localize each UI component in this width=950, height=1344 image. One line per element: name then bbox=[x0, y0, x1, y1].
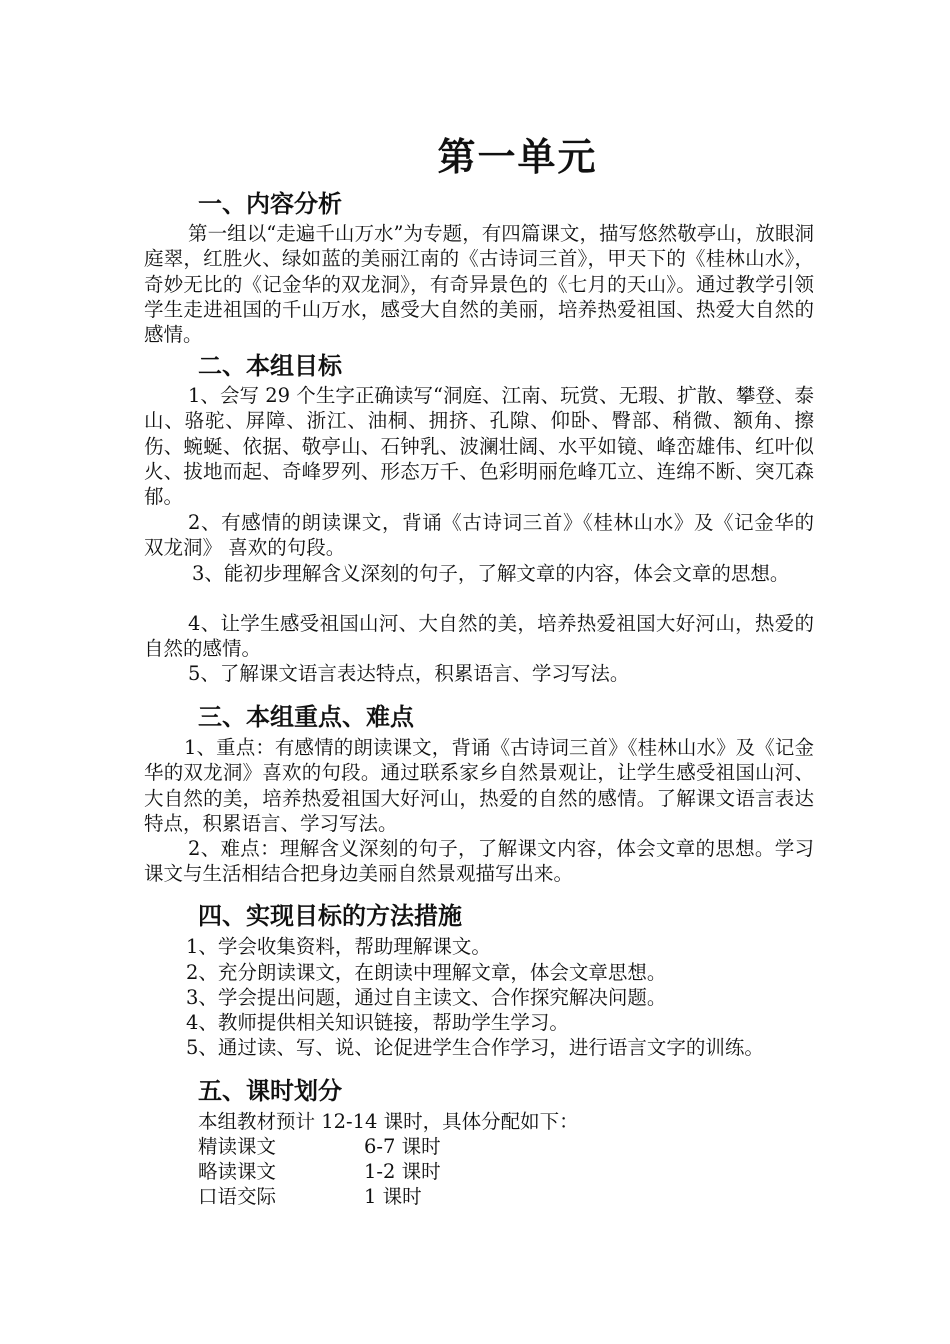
content-analysis-text: 第一组以“走遍千山万水”为专题，有四篇课文，描写悠然敬亭山，放眼洞庭翠，红胜火、绿如蓝的美丽江南的《古诗词三首》，甲天下的《桂林山水》，奇妙无比的《记金华的双龙洞》，有奇异景色的《七月的天山》。通过教学引领学生走进祖国的千山万水，感受大自然的美丽，培养热爱祖国、热爱大自然的感情。 bbox=[144, 222, 814, 347]
method-item: 4、教师提供相关知识链接，帮助学生学习。 bbox=[186, 1011, 569, 1034]
goal-item-text: 5、了解课文语言表达特点，积累语言、学习写法。 bbox=[188, 662, 630, 685]
key-point-text: 2、难点：理解含义深刻的句子，了解课文内容，体会文章的思想。学习课文与生活相结合把身边美丽自然景观描写出来。 bbox=[144, 837, 814, 886]
goal-item bbox=[144, 611, 814, 662]
key-point-text: 1、重点：有感情的朗读课文，背诵《古诗词三首》《桂林山水》及《记金华的双龙洞》喜欢的句段。通过联系家乡自然景观让，让学生感受祖国山河、大自然的美，培养热爱祖国大好河山，热爱的自然的感情。了解课文语言表达特点，积累语言、学习写法。 bbox=[144, 736, 814, 835]
section-heading-key-points: 三、本组重点、难点 bbox=[198, 703, 414, 731]
goal-item bbox=[144, 383, 814, 509]
section-heading-goals: 二、本组目标 bbox=[198, 352, 342, 380]
method-item: 5、通过读、写、说、论促进学生合作学习，进行语言文字的训练。 bbox=[186, 1036, 764, 1059]
method-item: 2、充分朗读课文，在朗读中理解文章，体会文章思想。 bbox=[186, 961, 667, 984]
schedule-row-hours: 6-7 课时 bbox=[364, 1135, 441, 1158]
schedule-row bbox=[198, 1184, 422, 1209]
section-heading-content-analysis: 一、内容分析 bbox=[198, 190, 342, 218]
goal-item bbox=[144, 510, 814, 561]
schedule-row-hours: 1-2 课时 bbox=[364, 1160, 441, 1183]
goal-item-text: 4、让学生感受祖国山河、大自然的美，培养热爱祖国大好河山，热爱的自然的感情。 bbox=[144, 612, 814, 661]
method-item: 1、学会收集资料，帮助理解课文。 bbox=[186, 935, 491, 958]
key-point-item bbox=[144, 735, 814, 836]
goal-item-text: 3、能初步理解含义深刻的句子，了解文章的内容，体会文章的思想。 bbox=[192, 562, 790, 585]
schedule-row-type: 精读课文 bbox=[198, 1135, 277, 1158]
goal-item-text: 2、有感情的朗读课文，背诵《古诗词三首》《桂林山水》及《记金华的双龙洞》 喜欢的句段。 bbox=[144, 511, 814, 560]
method-item: 3、学会提出问题，通过自主读文、合作探究解决问题。 bbox=[186, 986, 667, 1009]
schedule-row-type: 口语交际 bbox=[198, 1185, 277, 1208]
schedule-row bbox=[198, 1134, 441, 1159]
schedule-intro: 本组教材预计 12-14 课时，具体分配如下： bbox=[198, 1110, 579, 1133]
goal-item bbox=[144, 661, 814, 686]
goal-item bbox=[144, 561, 814, 586]
key-point-item bbox=[144, 836, 814, 887]
schedule-row-hours: 1 课时 bbox=[364, 1185, 422, 1208]
unit-title: 第一单元 bbox=[437, 135, 598, 179]
goal-item-text: 1、会写 29 个生字正确读写“洞庭、江南、玩赏、无瑕、扩散、攀登、泰山、骆驼、屏障、浙江、油桐、拥挤、孔隙、仰卧、臀部、稍微、额角、擦伤、蜿蜒、依据、敬亭山、石钟乳、波澜壮阔、水平如镜、峰峦雄伟、红叶似火、拔地而起、奇峰罗列、形态万千、色彩明丽危峰兀立、连绵不断、突兀森郁。 bbox=[144, 384, 814, 509]
schedule-row-type: 略读课文 bbox=[198, 1160, 277, 1183]
section-heading-schedule: 五、课时划分 bbox=[198, 1077, 342, 1105]
section-heading-methods: 四、实现目标的方法措施 bbox=[198, 902, 462, 930]
content-analysis-paragraph bbox=[144, 221, 814, 347]
schedule-row bbox=[198, 1159, 441, 1184]
